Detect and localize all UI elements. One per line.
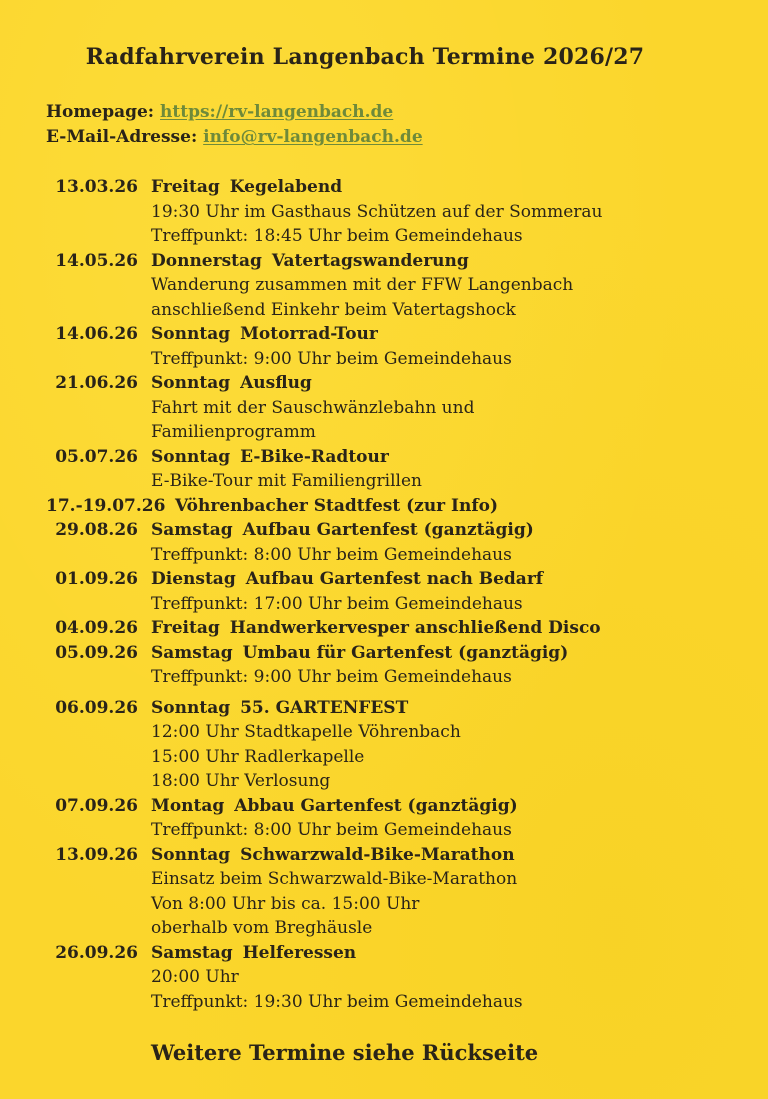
event-header bbox=[0, 175, 768, 200]
event-date: 07.09.26 bbox=[55, 795, 138, 816]
event-title: Handwerkervesper anschließend Disco bbox=[229, 618, 601, 638]
event-detail: 18:00 Uhr Verlosung bbox=[151, 771, 331, 791]
event-detail: Familienprogramm bbox=[151, 422, 316, 442]
event-weekday: Sonntag bbox=[151, 373, 231, 393]
footer-note: Weitere Termine siehe Rückseite bbox=[151, 1040, 539, 1065]
event-detail: 19:30 Uhr im Gasthaus Schützen auf der Sommerau bbox=[151, 201, 603, 222]
event-detail: Treffpunkt: 18:45 Uhr beim Gemeindehaus bbox=[151, 226, 523, 246]
event-detail: Treffpunkt: 19:30 Uhr beim Gemeindehaus bbox=[151, 991, 523, 1012]
event-weekday: Samstag bbox=[151, 520, 233, 540]
event-detail: E-Bike-Tour mit Familiengrillen bbox=[151, 471, 422, 491]
event-weekday: Sonntag bbox=[151, 844, 231, 865]
event-header bbox=[0, 641, 768, 666]
event-item bbox=[0, 445, 768, 494]
event-header bbox=[0, 843, 768, 868]
event-title-line bbox=[151, 175, 342, 199]
event-header bbox=[0, 696, 768, 721]
event-title: Umbau für Gartenfest (ganztägig) bbox=[242, 642, 569, 663]
event-item bbox=[0, 567, 768, 616]
event-detail: Treffpunkt: 9:00 Uhr beim Gemeindehaus bbox=[151, 348, 512, 369]
event-weekday: Samstag bbox=[151, 642, 233, 663]
event-title-line bbox=[151, 794, 518, 818]
event-date: 13.09.26 bbox=[55, 844, 138, 865]
event-item bbox=[0, 641, 768, 690]
event-list bbox=[0, 175, 768, 1014]
event-detail: anschließend Einkehr beim Vatertagshock bbox=[151, 299, 516, 320]
event-title: Aufbau Gartenfest (ganztägig) bbox=[242, 520, 534, 540]
event-detail: oberhalb vom Breghäusle bbox=[151, 918, 373, 938]
event-title-line bbox=[151, 371, 312, 395]
event-date: 17.-19.07.26 bbox=[46, 495, 166, 516]
event-title-line bbox=[151, 249, 469, 273]
event-title-line bbox=[151, 941, 356, 965]
event-weekday: Samstag bbox=[151, 942, 233, 963]
event-title: Ausflug bbox=[240, 373, 312, 393]
event-detail: Treffpunkt: 17:00 Uhr beim Gemeindehaus bbox=[151, 593, 523, 614]
event-date: 01.09.26 bbox=[55, 569, 138, 589]
event-date: 06.09.26 bbox=[55, 697, 138, 718]
event-weekday: Donnerstag bbox=[151, 250, 262, 271]
event-header bbox=[0, 445, 768, 470]
event-detail: 12:00 Uhr Stadtkapelle Vöhrenbach bbox=[151, 722, 461, 742]
event-title-line bbox=[151, 567, 543, 591]
event-date: 14.06.26 bbox=[55, 324, 138, 344]
event-detail: Wanderung zusammen mit der FFW Langenbach bbox=[151, 275, 574, 295]
event-header bbox=[0, 567, 768, 592]
event-title: Helferessen bbox=[242, 942, 357, 963]
event-date: 13.03.26 bbox=[55, 177, 138, 197]
homepage-link[interactable]: https://rv-langenbach.de bbox=[160, 102, 394, 122]
event-detail: Treffpunkt: 8:00 Uhr beim Gemeindehaus bbox=[151, 820, 512, 840]
event-item bbox=[0, 843, 768, 941]
email-label: E-Mail-Adresse: bbox=[46, 127, 198, 147]
email-line bbox=[46, 127, 423, 147]
event-date: 05.09.26 bbox=[55, 642, 138, 663]
event-weekday: Freitag bbox=[151, 177, 220, 197]
event-detail: 15:00 Uhr Radlerkapelle bbox=[151, 746, 365, 767]
event-title: Abbau Gartenfest (ganztägig) bbox=[234, 795, 518, 816]
event-detail: Treffpunkt: 9:00 Uhr beim Gemeindehaus bbox=[151, 667, 512, 687]
event-item bbox=[0, 616, 768, 641]
event-title-line bbox=[151, 696, 408, 720]
event-header bbox=[0, 494, 768, 519]
event-title: Vatertagswanderung bbox=[271, 250, 469, 271]
event-item bbox=[0, 518, 768, 567]
event-weekday: Montag bbox=[151, 795, 225, 816]
event-title: Vöhrenbacher Stadtfest (zur Info) bbox=[175, 495, 499, 516]
homepage-line bbox=[46, 102, 393, 122]
email-link[interactable]: info@rv-langenbach.de bbox=[203, 127, 423, 147]
event-title-line bbox=[151, 641, 568, 665]
event-date: 05.07.26 bbox=[55, 446, 138, 467]
event-weekday: Freitag bbox=[151, 618, 220, 638]
event-item bbox=[0, 322, 768, 371]
event-item bbox=[0, 696, 768, 794]
event-title-line bbox=[151, 843, 515, 867]
event-date: 29.08.26 bbox=[55, 520, 138, 540]
event-detail: Fahrt mit der Sauschwänzlebahn und bbox=[151, 397, 475, 418]
event-date: 21.06.26 bbox=[55, 373, 138, 393]
event-detail: 20:00 Uhr bbox=[151, 967, 239, 987]
page-title: Radfahrverein Langenbach Termine 2026/27 bbox=[85, 44, 645, 70]
event-header bbox=[0, 794, 768, 819]
event-title: Kegelabend bbox=[229, 177, 343, 197]
event-title: Aufbau Gartenfest nach Bedarf bbox=[245, 569, 544, 589]
event-detail: Von 8:00 Uhr bis ca. 15:00 Uhr bbox=[151, 893, 420, 914]
event-title: Schwarzwald-Bike-Marathon bbox=[240, 844, 515, 865]
event-date: 14.05.26 bbox=[55, 250, 138, 271]
event-header bbox=[0, 371, 768, 396]
event-date: 04.09.26 bbox=[55, 618, 138, 638]
event-item bbox=[0, 175, 768, 249]
event-weekday: Sonntag bbox=[151, 446, 231, 467]
event-header bbox=[0, 941, 768, 966]
event-weekday: Dienstag bbox=[151, 569, 236, 589]
event-title-line bbox=[151, 322, 378, 346]
event-header bbox=[0, 518, 768, 543]
event-item bbox=[0, 494, 768, 519]
event-item bbox=[0, 371, 768, 445]
event-header bbox=[0, 322, 768, 347]
event-date: 26.09.26 bbox=[55, 942, 138, 963]
event-title-line bbox=[175, 494, 498, 518]
event-item bbox=[0, 249, 768, 323]
event-title: E-Bike-Radtour bbox=[240, 446, 389, 467]
event-title-line bbox=[151, 445, 389, 469]
event-detail: Einsatz beim Schwarzwald-Bike-Marathon bbox=[151, 869, 518, 889]
event-item bbox=[0, 794, 768, 843]
event-item bbox=[0, 941, 768, 1015]
event-header bbox=[0, 249, 768, 274]
event-detail: Treffpunkt: 8:00 Uhr beim Gemeindehaus bbox=[151, 544, 512, 565]
event-weekday: Sonntag bbox=[151, 697, 231, 718]
event-title-line bbox=[151, 616, 601, 640]
event-title-line bbox=[151, 518, 534, 542]
event-title: Motorrad-Tour bbox=[240, 324, 378, 344]
event-weekday: Sonntag bbox=[151, 324, 231, 344]
event-header bbox=[0, 616, 768, 641]
event-title: 55. GARTENFEST bbox=[240, 697, 409, 718]
homepage-label: Homepage: bbox=[46, 102, 155, 122]
